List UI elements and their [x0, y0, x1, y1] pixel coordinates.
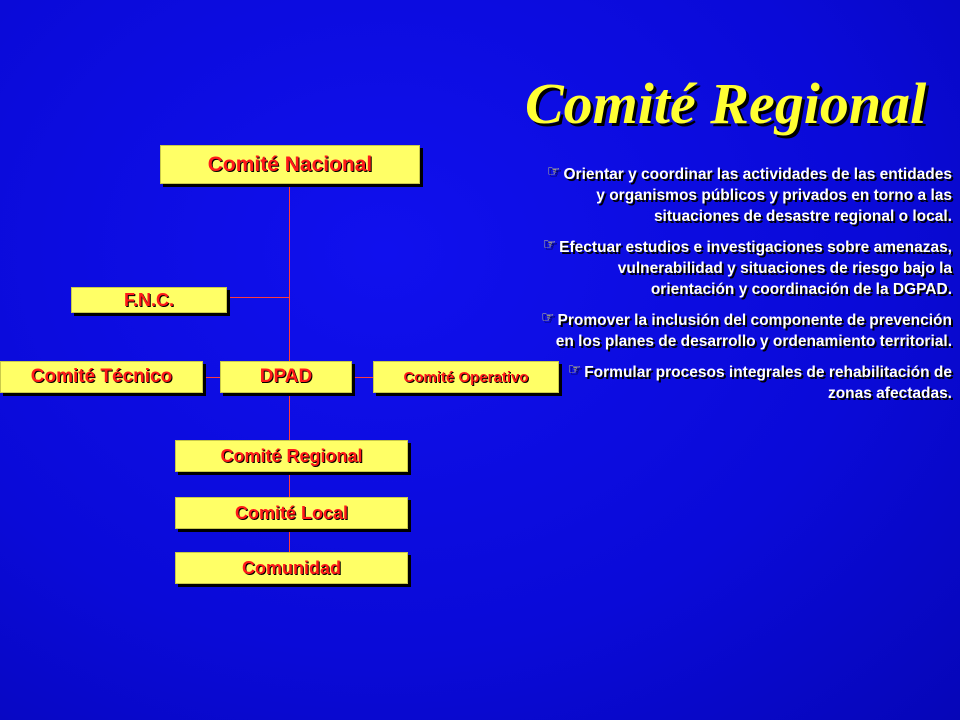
comite-nacional-box: Comité Nacional — [160, 145, 420, 184]
function-item: ☞ Formular procesos integrales de rehabilitación de zonas afectadas. — [567, 361, 952, 402]
connector-operativo — [352, 377, 373, 378]
comite-tecnico-box: Comité Técnico — [0, 361, 203, 393]
dpad-box: DPAD — [220, 361, 352, 393]
comunidad-box: Comunidad — [175, 552, 408, 584]
function-item: ☞ Orientar y coordinar las actividades de las entidades y organismos públicos y privados en torno a las situaciones de desastre regional o local. — [547, 163, 952, 225]
pointing-hand-icon: ☞ — [567, 361, 582, 378]
functions-list — [540, 164, 952, 414]
pointing-hand-icon: ☞ — [547, 163, 561, 180]
fnc-box: F.N.C. — [71, 287, 227, 313]
connector-tecnico — [203, 377, 220, 378]
connector-dpad-regional — [289, 393, 290, 440]
function-item: ☞ Efectuar estudios e investigaciones sobre amenazas, vulnerabilidad y situaciones de riesgo bajo la orientación y coordinación de la DGPAD. — [542, 236, 952, 298]
pointing-hand-icon: ☞ — [541, 309, 555, 326]
connector-local-comunidad — [289, 529, 290, 552]
comite-local-box: Comité Local — [175, 497, 408, 529]
slide-title: Comité Regional — [525, 71, 927, 136]
function-item: ☞ Promover la inclusión del componente de prevención en los planes de desarrollo y ordenamiento territorial. — [541, 309, 952, 350]
connector-regional-local — [289, 472, 290, 497]
connector-nacional-dpad — [289, 183, 290, 361]
pointing-hand-icon: ☞ — [542, 236, 557, 253]
comite-operativo-box: Comité Operativo — [373, 361, 559, 393]
connector-fnc — [227, 297, 289, 298]
comite-regional-box: Comité Regional — [175, 440, 408, 472]
